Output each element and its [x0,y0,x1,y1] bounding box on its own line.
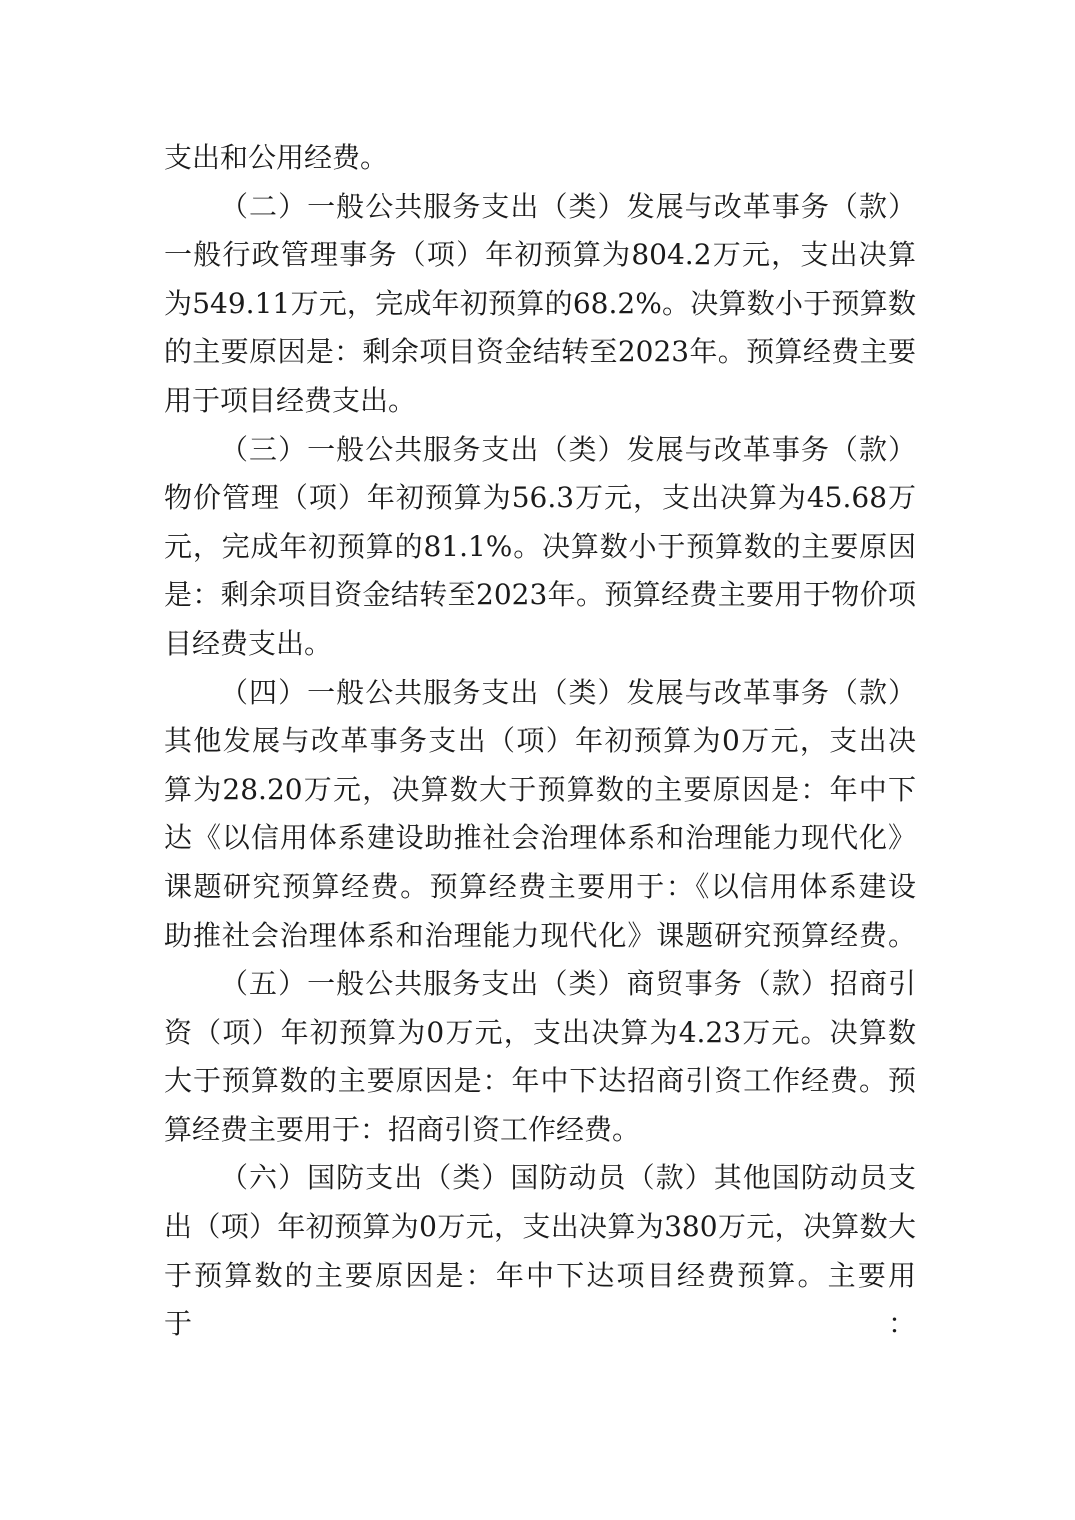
text-line: 课题研究预算经费。预算经费主要用于：《以信用体系建设 [164,869,916,903]
text-line: 达《以信用体系建设助推社会治理体系和治理能力现代化》 [164,821,916,855]
paragraph-heading-2: （二）一般公共服务支出（类）发展与改革事务（款） [220,189,916,223]
text-line: 大于预算数的主要原因是：年中下达招商引资工作经费。预 [164,1064,916,1098]
paragraph-heading-3: （三）一般公共服务支出（类）发展与改革事务（款） [220,432,916,466]
text-line: 元，完成年初预算的81.1%。决算数小于预算数的主要原因 [164,529,916,563]
body-text [164,134,916,1341]
text-line: 物价管理（项）年初预算为56.3万元，支出决算为45.68万 [164,481,916,515]
text-line: 算经费主要用于：招商引资工作经费。 [164,1112,641,1146]
text-line: 用于项目经费支出。 [164,383,417,417]
text-line: 资（项）年初预算为0万元，支出决算为4.23万元。决算数 [164,1015,916,1049]
text-line: 的主要原因是：剩余项目资金结转至2023年。预算经费主要 [164,335,916,369]
text-line: 为549.11万元，完成年初预算的68.2%。决算数小于预算数 [164,286,916,320]
paragraph-heading-5: （五）一般公共服务支出（类）商贸事务（款）招商引 [220,967,916,1001]
text-line: 支出和公用经费。 [164,141,389,174]
text-line: 其他发展与改革事务支出（项）年初预算为0万元，支出决 [164,724,916,758]
text-line: 出（项）年初预算为0万元，支出决算为380万元，决算数大 [164,1210,916,1244]
text-line: 助推社会治理体系和治理能力现代化》课题研究预算经费。 [164,918,916,952]
text-line: 一般行政管理事务（项）年初预算为804.2万元，支出决算 [164,238,916,272]
paragraph-heading-4: （四）一般公共服务支出（类）发展与改革事务（款） [220,675,916,709]
text-line: 于预算数的主要原因是：年中下达项目经费预算。主要用于： [164,1258,916,1341]
text-line: 目经费支出。 [164,626,333,660]
text-line: 算为28.20万元，决算数大于预算数的主要原因是：年中下 [164,772,916,806]
paragraph-heading-6: （六）国防支出（类）国防动员（款）其他国防动员支 [220,1161,916,1195]
text-line: 是：剩余项目资金结转至2023年。预算经费主要用于物价项 [164,578,916,612]
